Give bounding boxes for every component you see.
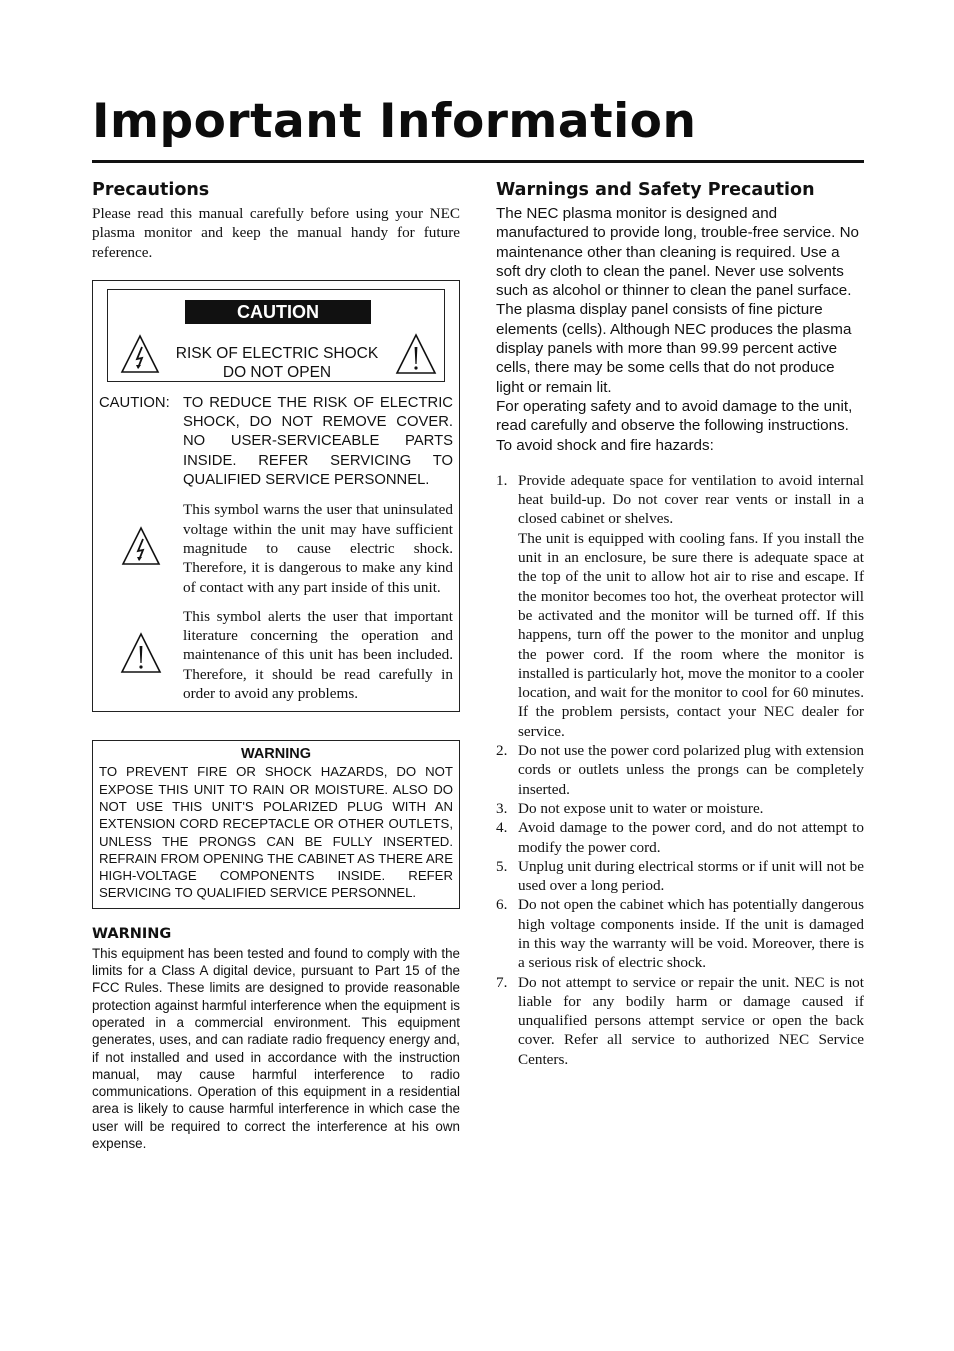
exclamation-warning-icon [395,333,437,380]
list-item: 3. Do not expose unit to water or moisture. [496,799,864,818]
lightning-symbol-icon [121,526,161,571]
risk-line-1: RISK OF ELECTRIC SHOCK [175,344,379,362]
list-item: 2. Do not use the power cord polarized plug with extension cords or outlets unless the prongs can be completely inserted. [496,742,864,798]
exclamation-symbol-icon [120,632,162,679]
risk-line-2: DO NOT OPEN [222,364,332,382]
list-item: 7. Do not attempt to service or repair the unit. NEC is not liable for any bodily harm or damage caused if unqualified persons attempt service or open the back cover. Refer all service to authorized NEC Service Centers. [496,973,864,1068]
caution-statement-label: CAUTION: [99,394,170,411]
list-item: 6. Do not open the cabinet which has potentially dangerous high voltage components inside. If the unit is damaged in this way the warranty will be void. Moreover, there is a serious risk of electric shock. [496,896,864,972]
list-item-text: Do not open the cabinet which has potentially dangerous high voltage components inside. If the unit is damaged in this way the warranty will be void. Moreover, there is a serious risk of electric shock. [518,896,864,972]
fcc-warning-text: This equipment has been tested and found to comply with the limits for a Class A digital device, pursuant to Part 15 of the FCC Rules. These limits are designed to provide reasonable protection against harmful interference when the equipment is operated in a commercial environment. This equipment generates, uses, and can radiate radio frequency energy and, if not installed and used in accordance with the instruction manual, may cause harmful interference to radio communications. Operation of this equipment in a residential area is likely to cause harmful interference in which case the user will be required to correct the interference at his own expense. [92,945,460,1151]
list-item-text: Provide adequate space for ventilation to avoid internal heat build-up. Do not cover rear vents or install in a closed cabinet or shelves. [518,471,864,528]
list-item-extra: The unit is equipped with cooling fans. If you install the unit in an enclosure, be sure there is adequate space at the top of the unit to allow hot air to rise and escape. If the monitor becomes too hot, the overheat protector will be activated and the monitor will be turned off. If this happens, turn off the power to the monitor and unplug the power cord. If the room where the monitor is installed is particularly hot, move the monitor to a cooler location, and wait for the monitor to cool for 60 minutes. If the problem persists, contact your NEC dealer for service. [518,529,864,740]
left-column [92,178,460,1152]
exclamation-symbol-text: This symbol alerts the user that important literature concerning the operation and maintenance of this unit has been included. Therefore, it should be read carefully in order to avoid any problems. [183,607,453,703]
right-column [496,178,864,1069]
warnings-safety-p4: To avoid shock and fire hazards: [496,436,714,454]
safety-instructions-list [496,471,864,1069]
lightning-symbol-text: This symbol warns the user that uninsulated voltage within the unit may have sufficient magnitude to cause electric shock. Therefore, it is dangerous to make any kind of contact with any part inside of this unit. [183,501,453,596]
warning-box [92,740,460,908]
lightning-warning-icon [120,334,160,379]
caution-statement [99,394,453,490]
list-item-text: Do not attempt to service or repair the unit. NEC is not liable for any bodily harm or damage caused if unqualified persons attempt service or open the back cover. Refer all service to authorized NEC Service Centers. [518,973,864,1068]
warnings-safety-p1: The NEC plasma monitor is designed and manufactured to provide long, trouble-free service. No maintenance other than cleaning is required. Use a soft dry cloth to clean the panel. Never use solvents such as alcohol or thinner to clean the panel surface. [496,205,860,300]
warning-box-title: WARNING [240,746,312,763]
list-item-text: Avoid damage to the power cord, and do not attempt to modify the power cord. [518,819,864,856]
lightning-symbol-row [99,500,453,596]
caution-box [92,280,460,712]
list-item-text: Do not use the power cord polarized plug with extension cords or outlets unless the prongs can be completely inserted. [518,742,864,798]
warnings-safety-p3: For operating safety and to avoid damage to the unit, read carefully and observe the following instructions. [496,397,853,435]
list-item-text: Unplug unit during electrical storms or if unit will not be used over a long period. [518,857,864,895]
caution-inner-box [107,289,445,382]
list-item: 5. Unplug unit during electrical storms or if unit will not be used over a long period. [496,857,864,895]
precautions-body: Please read this manual carefully before using your NEC plasma monitor and keep the manual handy for future reference. [92,205,460,261]
list-item: 4. Avoid damage to the power cord, and do not attempt to modify the power cord. [496,819,864,856]
caution-statement-text: TO REDUCE THE RISK OF ELECTRIC SHOCK, DO NOT REMOVE COVER. NO USER-SERVICEABLE PARTS INSIDE. REFER SERVICING TO QUALIFIED SERVICE PERSONNEL. [183,394,453,489]
page-title: Important Information [92,94,697,149]
list-item-text: Do not expose unit to water or moisture. [518,799,764,817]
fcc-warning-heading: WARNING [92,925,172,942]
title-rule [92,160,864,163]
exclamation-symbol-row [99,607,453,703]
warning-box-text: TO PREVENT FIRE OR SHOCK HAZARDS, DO NOT EXPOSE THIS UNIT TO RAIN OR MOISTURE. ALSO DO NOT USE THIS UNIT'S POLARIZED PLUG WITH AN EXTENSION CORD RECEPTACLE OR OTHER OUTLETS, UNLESS THE PRONGS CAN BE FULLY INSERTED. REFRAIN FROM OPENING THE CABINET AS THERE ARE HIGH-VOLTAGE COMPONENTS INSIDE. REFER SERVICING TO QUALIFIED SERVICE PERSONNEL. [99,764,453,901]
list-item: 1. Provide adequate space for ventilation to avoid internal heat build-up. Do not cover rear vents or install in a closed cabinet or shelves. The unit is equipped with cooling fans. If you install the unit in an enclosure, be sure there is adequate space at the top of the unit to allow hot air to rise and escape. If the monitor becomes too hot, the overheat protector will be activated and the monitor will be turned off. If this happens, turn off the power to the monitor and unplug the power cord. If the room where the monitor is installed is particularly hot, move the monitor to a cooler location, and wait for the monitor to cool for 60 minutes. If the problem persists, contact your NEC dealer for service. [496,471,864,740]
caution-label: CAUTION [185,300,371,324]
precautions-heading: Precautions [92,180,210,200]
warnings-safety-heading: Warnings and Safety Precaution [496,180,815,200]
warnings-safety-p2: The plasma display panel consists of fine picture elements (cells). Although NEC produces the plasma display panels with more than 99.99 percent active cells, there may be some cells that do not produce light or remain lit. [496,301,852,396]
risk-text [166,344,388,383]
